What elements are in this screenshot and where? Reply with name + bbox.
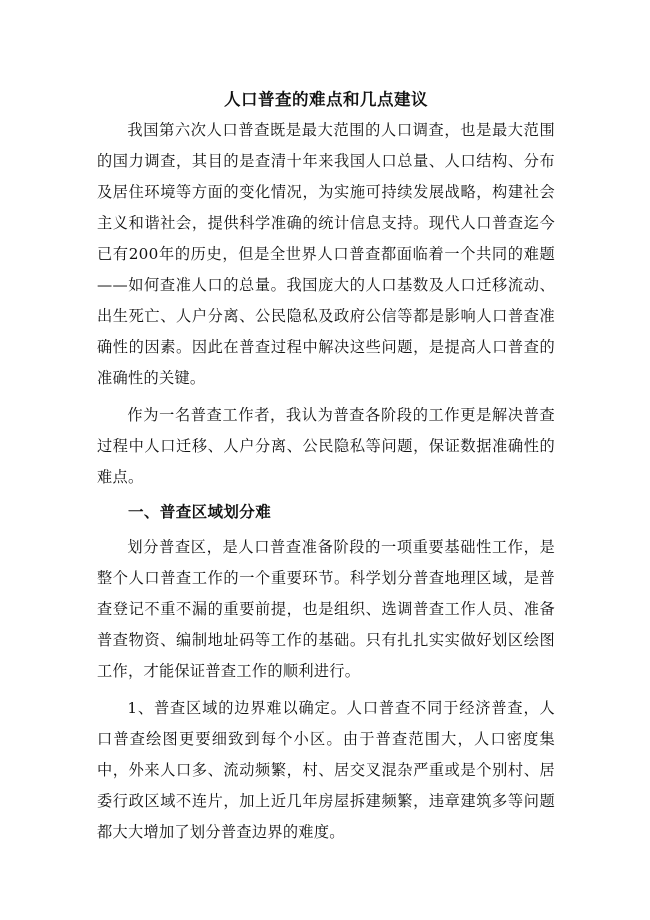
paragraph-intro: 我国第六次人口普查既是最大范围的人口调查，也是最大范围的国力调查，其目的是查清十年来我国人口总量、人口结构、分布及居住环境等方面的变化情况，为实施可持续发展战略，构建社会主义和谐社会，提供科学准确的统计信息支持。现代人口普查迄今已有200年的历史，但是全世界人口普查都面临着一个共同的难题——如何查准人口的总量。我国庞大的人口基数及人口迁移流动、出生死亡、人户分离、公民隐私及政府公信等都是影响人口普查准确性的因素。因此在普查过程中解决这些问题，是提高人口普查的准确性的关键。	[97, 121, 555, 387]
paragraph-point-1: 1、普查区域的边界难以确定。人口普查不同于经济普查，人口普查绘图更要细致到每个小区。由于普查范围大，人口密度集中，外来人口多、流动频繁，村、居交叉混杂严重或是个别村、居委行政区域不连片，加上近几年房屋拆建频繁，违章建筑多等问题都大大增加了划分普查边界的难度。	[97, 699, 555, 841]
paragraph-section1-body: 划分普查区，是人口普查准备阶段的一项重要基础性工作，是整个人口普查工作的一个重要环节。科学划分普查地理区域，是普查登记不重不漏的重要前提，也是组织、选调普查工作人员、准备普查物资、编制地址码等工作的基础。只有扎扎实实做好划区绘图工作，才能保证普查工作的顺利进行。	[97, 538, 555, 680]
document-body	[97, 85, 555, 848]
document-title: 人口普查的难点和几点建议	[224, 90, 428, 109]
section-heading-1: 一、普查区域划分难	[128, 503, 272, 521]
paragraph-author-view: 作为一名普查工作者，我认为普查各阶段的工作更是解决普查过程中人口迁移、人户分离、公民隐私等问题，保证数据准确性的难点。	[97, 406, 555, 486]
